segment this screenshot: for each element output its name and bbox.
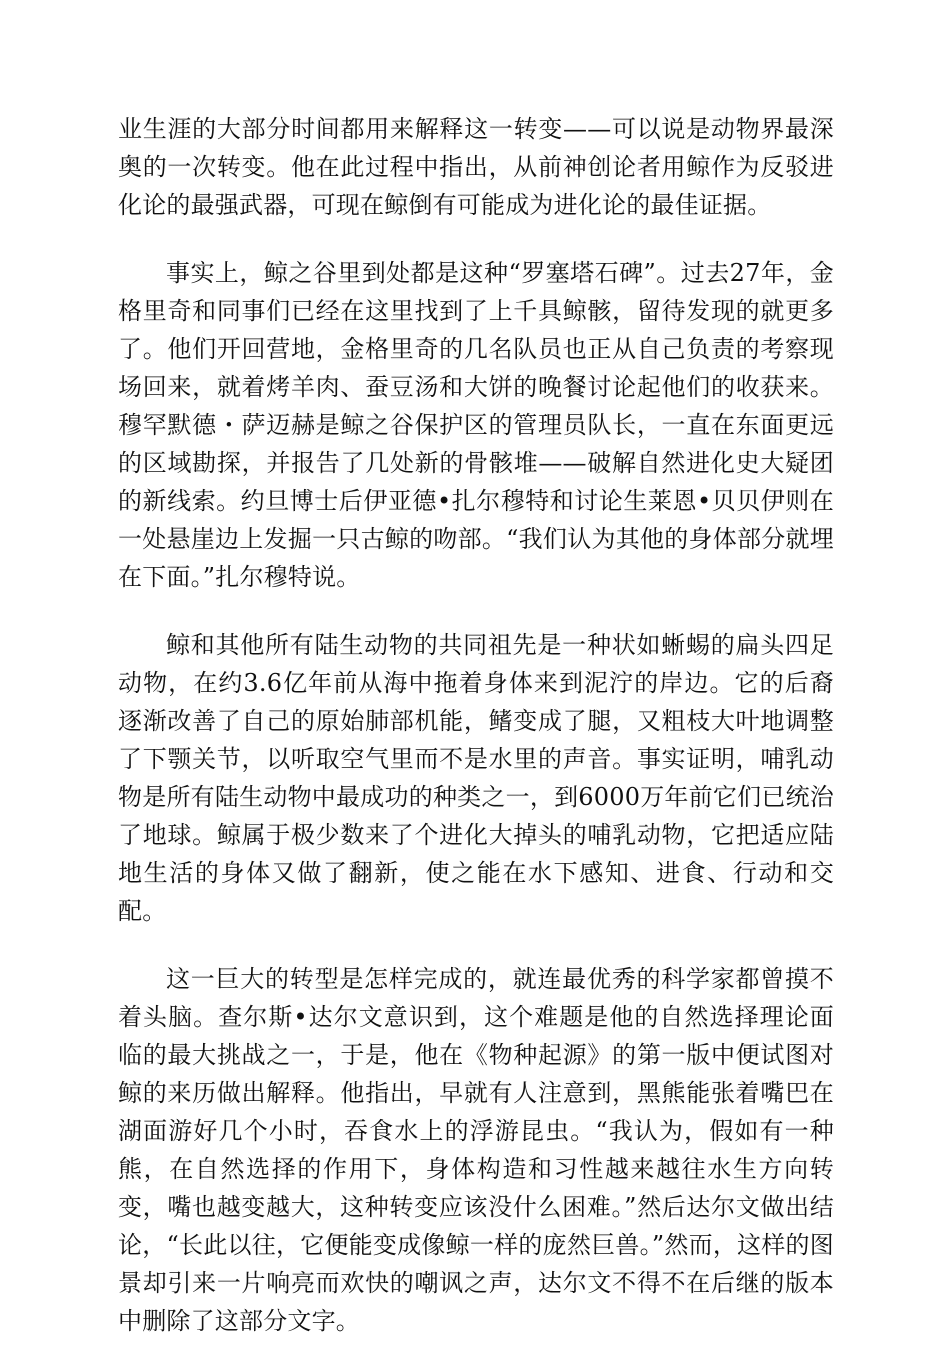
- paragraph-2: 事实上，鲸之谷里到处都是这种“罗塞塔石碑”。过去27年，金格里奇和同事们已经在这里找到了上千具鲸骸，留待发现的就更多了。他们开回营地，金格里奇的几名队员也正从自己负责的考察现场回来，就着烤羊肉、蚕豆汤和大饼的晚餐讨论起他们的收获来。穆罕默德・萨迈赫是鲸之谷保护区的管理员队长，一直在东面更远的区域勘探，并报告了几处新的骨骸堆——破解自然进化史大疑团的新线索。约旦博士后伊亚德•扎尔穆特和讨论生莱恩•贝贝伊则在一处悬崖边上发掘一只古鲸的吻部。“我们认为其他的身体部分就埋在下面。”扎尔穆特说。: [118, 259, 834, 591]
- article-body: [118, 110, 834, 1370]
- paragraph-3: 鲸和其他所有陆生动物的共同祖先是一种状如蜥蜴的扁头四足动物，在约3.6亿年前从海中拖着身体来到泥泞的岸边。它的后裔逐渐改善了自己的原始肺部机能，鳍变成了腿，又粗枝大叶地调整了下颚关节，以听取空气里而不是水里的声音。事实证明，哺乳动物是所有陆生动物中最成功的种类之一，到6000万年前它们已统治了地球。鲸属于极少数来了个进化大掉头的哺乳动物，它把适应陆地生活的身体又做了翻新，使之能在水下感知、进食、行动和交配。: [118, 631, 834, 925]
- paragraph-1: 业生涯的大部分时间都用来解释这一转变——可以说是动物界最深奥的一次转变。他在此过程中指出，从前神创论者用鲸作为反驳进化论的最强武器，可现在鲸倒有可能成为进化论的最佳证据。: [118, 115, 834, 219]
- paragraph-4: 这一巨大的转型是怎样完成的，就连最优秀的科学家都曾摸不着头脑。查尔斯•达尔文意识到，这个难题是他的自然选择理论面临的最大挑战之一，于是，他在《物种起源》的第一版中便试图对鲸的来历做出解释。他指出，早就有人注意到，黑熊能张着嘴巴在湖面游好几个小时，吞食水上的浮游昆虫。“我认为，假如有一种熊，在自然选择的作用下，身体构造和习性越来越往水生方向转变，嘴也越变越大，这种转变应该没什么困难。”然后达尔文做出结论，“长此以往，它便能变成像鲸一样的庞然巨兽。”然而，这样的图景却引来一片响亮而欢快的嘲讽之声，达尔文不得不在后继的版本中删除了这部分文字。: [118, 965, 834, 1335]
